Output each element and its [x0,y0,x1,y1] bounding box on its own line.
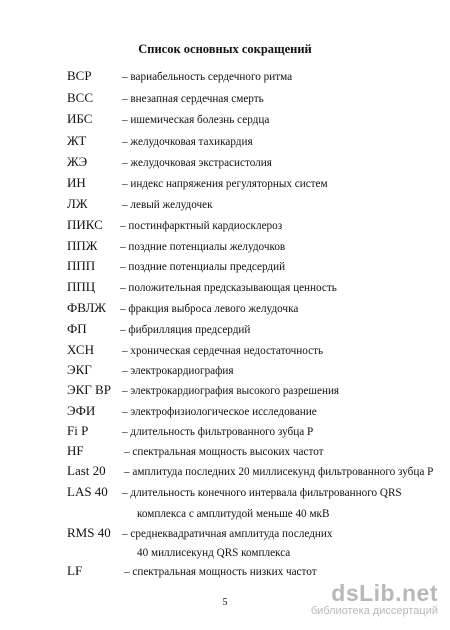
abbreviation-term: RMS 40 [67,525,111,540]
watermark-tagline: библиотека диссертаций [310,605,438,617]
page-title: Список основных сокращений [138,42,312,56]
abbreviation-term: HF [67,443,84,458]
abbreviation-term: ЭКГ ВР [67,382,111,397]
watermark-logo: dsLib.net [331,580,438,606]
abbreviation-definition: – среднеквадратичная амплитуда последних [122,528,333,540]
abbreviation-definition: – длительность фильтрованного зубца Р [122,426,314,438]
watermark [288,580,438,622]
page-number: 5 [222,597,228,608]
abbreviation-term: Fi P [67,423,89,438]
abbreviation-term: ЭКГ [67,362,92,377]
abbreviation-definition: – внезапная сердечная смерть [122,93,264,105]
abbreviation-definition: – индекс напряжения регуляторных систем [122,178,328,190]
abbreviation-term: LF [67,563,83,578]
abbreviation-definition-continuation: 40 миллисекунд QRS комплекса [137,547,291,559]
abbreviation-definition: – фибрилляция предсердий [120,324,251,336]
abbreviation-definition: – электрофизиологическое исследование [122,406,317,418]
abbreviation-term: ИБС [67,111,93,126]
abbreviation-definition: – длительность конечного интервала фильтрованного QRS [122,487,402,499]
abbreviation-definition: – желудочковая тахикардия [122,136,253,148]
abbreviation-term: ЖЭ [67,154,88,169]
abbreviation-term: ЛЖ [67,196,88,211]
abbreviation-definition: – ишемическая болезнь сердца [122,114,270,126]
abbreviation-term: ФП [67,321,87,336]
abbreviation-definition: – желудочковая экстрасистолия [122,157,272,169]
abbreviation-term: ППЦ [67,279,96,294]
abbreviation-definition: – хроническая сердечная недостаточность [122,345,324,357]
abbreviation-term: ЭФИ [67,403,96,418]
abbreviation-definition: – левый желудочек [122,199,213,211]
abbreviation-definition: – электрокардиография [122,365,234,377]
abbreviation-definition: – спектральная мощность низких частот [124,566,317,578]
abbreviation-term: ППЖ [67,238,98,253]
abbreviation-definition: – спектральная мощность высоких частот [124,446,324,458]
abbreviation-definition-continuation: комплекса с амплитудой меньше 40 мкВ [137,508,330,520]
abbreviation-term: ФВЛЖ [67,300,106,315]
abbreviation-term: LAS 40 [67,484,108,499]
abbreviation-term: ХСН [67,342,94,357]
abbreviation-definition: – поздние потенциалы желудочков [120,241,286,253]
abbreviation-definition: – постинфарктный кардиосклероз [120,220,283,232]
abbreviation-term: ВСР [67,68,92,83]
abbreviation-term: ВСС [67,90,94,105]
abbreviation-term: ИН [67,175,86,190]
abbreviation-definition: – вариабельность сердечного ритма [122,71,293,83]
abbreviation-definition: – электрокардиография высокого разрешения [122,385,340,397]
abbreviation-definition: – фракция выброса левого желудочка [120,303,299,315]
abbreviation-term: Last 20 [67,463,106,478]
abbreviation-definition: – положительная предсказывающая ценность [120,282,337,294]
abbreviation-term: ПИКС [67,217,103,232]
abbreviation-definition: – поздние потенциалы предсердий [120,261,286,273]
abbreviation-term: ППП [67,258,96,273]
abbreviation-term: ЖТ [67,133,87,148]
abbreviation-definition: – амплитуда последних 20 миллисекунд фильтрованного зубца Р [124,466,434,478]
